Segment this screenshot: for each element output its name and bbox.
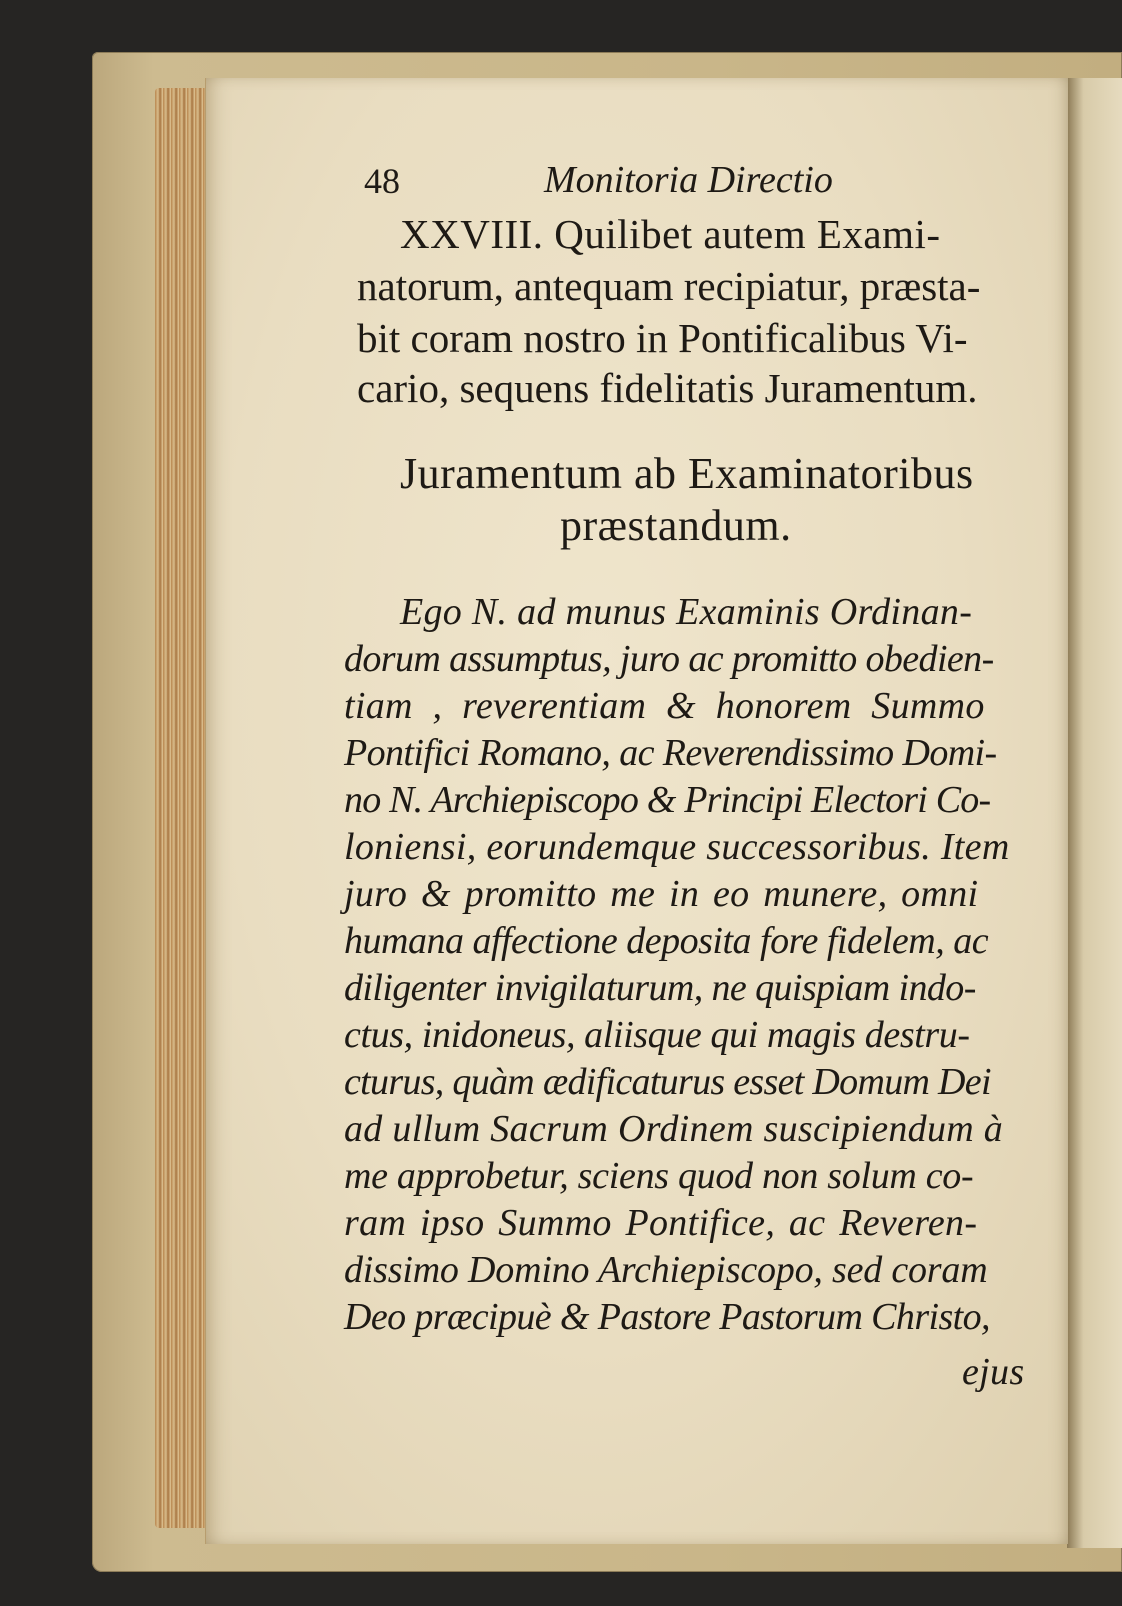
oath-line: ctus, inidoneus, aliisque qui magis destru- xyxy=(344,1014,970,1056)
section-line: natorum, antequam recipiatur, præsta- xyxy=(357,263,981,309)
oath-line: Ego N. ad munus Examinis Ordinan- xyxy=(400,591,973,633)
oath-line: cturus, quàm ædificaturus esset Domum Dei xyxy=(344,1061,991,1103)
oath-line: dissimo Domino Archiepiscopo, sed coram xyxy=(344,1249,988,1291)
section-line: bit coram nostro in Pontificalibus Vi- xyxy=(357,315,968,361)
oath-line: juro & promitto me in eo munere, omni xyxy=(344,873,979,915)
section-line: cario, sequens fidelitatis Juramentum. xyxy=(357,365,978,411)
oath-line: ram ipso Summo Pontifice, ac Reveren- xyxy=(344,1202,978,1244)
oath-heading: Juramentum ab Examinatoribus xyxy=(400,449,974,498)
oath-line: no N. Archiepiscopo & Principi Electori Co- xyxy=(344,779,991,821)
oath-line: me approbetur, sciens quod non solum co- xyxy=(344,1155,974,1197)
oath-line: ad ullum Sacrum Ordinem suscipiendum à xyxy=(344,1108,1004,1150)
catchword: ejus xyxy=(962,1351,1025,1393)
oath-line: humana affectione deposita fore fidelem, ac xyxy=(344,920,989,962)
oath-line: Deo præcipuè & Pastore Pastorum Christo, xyxy=(344,1296,990,1338)
oath-line: tiam , reverentiam & honorem Summo xyxy=(344,685,985,727)
oath-line: Pontifici Romano, ac Reverendissimo Domi- xyxy=(344,732,997,774)
oath-line: diligenter invigilaturum, ne quispiam indo- xyxy=(344,967,976,1009)
facing-page-edge xyxy=(1067,78,1122,1548)
oath-heading: præstandum. xyxy=(560,501,792,550)
running-head: Monitoria Directio xyxy=(544,159,833,201)
oath-line: dorum assumptus, juro ac promitto obedien- xyxy=(344,638,994,680)
page-number: 48 xyxy=(364,161,400,201)
section-line: XXVIII. Quilibet autem Exami- xyxy=(400,211,941,257)
oath-line: loniensi, eorundemque successoribus. Item xyxy=(344,826,1010,868)
